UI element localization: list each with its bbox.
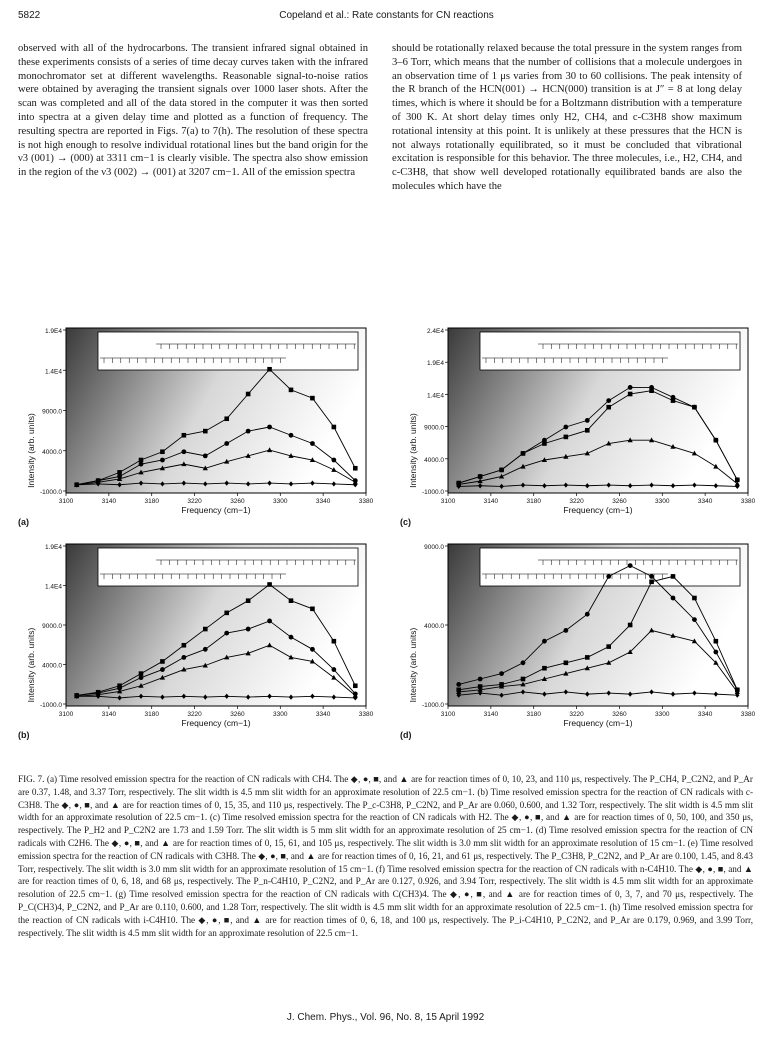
panel-b-y-tick-label: 9000.0 — [42, 623, 62, 630]
panel-c-x-tick-label: 3100 — [440, 498, 456, 505]
panel-c-x-axis-label: Frequency (cm−1) — [563, 505, 633, 515]
panel-a-y-axis-label: Intensity (arb. units) — [26, 413, 36, 488]
panel-a-series-square-point — [353, 466, 358, 471]
panel-d-series-circle-point — [521, 660, 526, 665]
panel-a-series-circle-point — [310, 441, 315, 446]
panel-c-series-square-point — [714, 438, 719, 443]
panel-b-series-square-point — [160, 659, 165, 664]
panel-c-series-circle-point — [628, 385, 633, 390]
panel-b-series-circle-point — [331, 667, 336, 672]
panel-d-series-circle-point — [499, 671, 504, 676]
panel-a-y-tick-label: 1.4E4 — [45, 368, 62, 376]
panel-d-y-tick-label: -1000.0 — [421, 702, 444, 709]
panel-a-x-tick-label: 3340 — [315, 498, 331, 505]
page-header — [18, 10, 755, 26]
panel-c-band-ruler — [480, 332, 740, 370]
panel-a-series-circle-point — [203, 453, 208, 458]
panel-a-series-circle-point — [289, 433, 294, 438]
panel-b-series-circle-point — [289, 635, 294, 640]
panel-c-series-square-point — [542, 441, 547, 446]
panel-d-series-square-point — [671, 574, 676, 579]
panel-b-y-tick-label: 1.4E4 — [45, 583, 62, 591]
panel-b-series-square-point — [224, 611, 229, 616]
panel-d-series-circle-point — [628, 563, 633, 568]
panel-c-series-square-point — [478, 474, 483, 479]
panel-d-x-tick-label: 3340 — [697, 711, 713, 718]
panel-a-x-tick-label: 3220 — [187, 498, 202, 505]
panel-b-series-circle-point — [267, 619, 272, 624]
panel-b-series-square-point — [203, 627, 208, 632]
panel-c-series-square-point — [499, 468, 504, 473]
panel-a-series-square-point — [182, 433, 187, 438]
panel-d-series-circle-point — [478, 677, 483, 682]
panel-b-series-square-point — [182, 643, 187, 648]
panel-b-series-square-point — [289, 598, 294, 603]
panel-c-y-tick-label: -1000.0 — [421, 489, 444, 496]
figure-caption: FIG. 7. (a) Time resolved emission spectra for the reaction of CN radicals with CH4. The ◆, ●, ■, and ▲ are for reaction times of 0, 10, 23, and 110 μs, respectively. The P_CH4, P_C2N2, and P_Ar are 0.37, 1.48, and 3.37 Torr, respectively. The slit width is 4.5 mm slit width for an approximate resolution of 22.5 cm−1. (b) Time resolved emission spectra for the reaction of CN radicals with c-C3H8. The ◆, ●, ■, and ▲ are for reaction times of 0, 15, 35, and 110 μs, respectively. The P_c-C3H8, P_C2N2, and P_Ar are 0.060, 0.600, and 1.32 Torr, respectively. The slit width is 4.5 mm slit width for an approximate resolution of 22.5 cm−1. (c) Time resolved emission spectra for the reaction of CN radicals with H2. The ◆, ●, ■, and ▲ are for reaction times of 0, 50, 100, and 350 μs, respectively. The P_H2 and P_C2N2 are 1.73 and 1.59 Torr. The slit width is 5 mm slit width for an approximate resolution of 25 cm−1. (d) Time resolved emission spectra for the reaction of CN radicals with C2H6. The ◆, ●, ■, and ▲ are for reaction times of 0, 15, 61, and 105 μs, respectively. The slit width is 3.0 mm slit width for an approximate resolution of 15 cm−1. (e) Time resolved emission spectra for the reaction of CN radicals with C3H8. The ◆, ●, ■, and ▲ are for reaction times of 0, 16, 21, and 61 μs, respectively. The P_C3H8, P_C2N2, and P_Ar are 0.100, 1.45, and 8.43 Torr, respectively. The slit width is 3.0 mm slit width for an approximate resolution of 15 cm−1. (f) Time resolved emission spectra for the reaction of CN radicals with n-C4H10. The ◆, ●, ■, and ▲ are for reaction times of 0, 6, 18, and 68 μs, respectively. The P_n-C4H10, P_C2N2, and P_Ar are 0.127, 0.926, and 3.94 Torr, respectively. The slit width is 4.5 mm slit width for an approximate resolution of 22.5 cm−1. (g) Time resolved emission spectra for the reaction of CN radicals with C(CH3)4. The ◆, ●, ■, and ▲ are for reaction times of 0, 3, 7, and 70 μs, respectively. The P_C(CH3)4, P_C2N2, and P_Ar are 0.110, 0.600, and 1.28 Torr, respectively. The slit width is 4.5 mm slit width for an approximate resolution of 22.5 cm−1. (h) Time resolved emission spectra for the reaction of CN radicals with i-C4H10. The ◆, ●, ■, and ▲ are for reaction times of 0, 6, 18, and 100 μs, respectively. The P_i-C4H10, P_C2N2, and P_Ar are 0.179, 0.969, and 3.99 Torr, respectively. The slit width is 4.5 mm slit width for an approximate resolution of 22.5 cm−1. — [18, 774, 753, 938]
panel-b-series-square-point — [332, 639, 337, 644]
panel-a-series-square-point — [203, 429, 208, 434]
panel-a-x-axis-label: Frequency (cm−1) — [181, 505, 251, 515]
panel-a-y-tick-label: 1.9E4 — [45, 328, 62, 335]
body-text-left: observed with all of the hydrocarbons. The transient infrared signal obtained in these experiments consists of a series of time decay curves taken with the infrared monochromator set at different wavelengths. Reasonable signal-to-noise ratios were obtained by averaging the transient signals over 1000 laser shots. After the scan was completed and all of the data stored in the computer it was then sorted into spectra at a given delay time and plotted as a function of frequency. The resulting spectra are reported in Figs. 7(a) to 7(h). The resolution of these spectra is not high enough to resolve individual rotational lines but the band origin for the ν3 (001) → (000) at 3311 cm−1 is clearly visible. The spectra also show emission in the region of the ν3 (002) → (001) at 3207 cm−1. All of the emission spectra — [18, 43, 368, 179]
panel-b-series-circle-point — [310, 647, 315, 652]
panel-d-series-square-point — [542, 666, 547, 671]
panel-d-series-square-point — [649, 580, 654, 585]
panel-c-series-square-point — [606, 405, 611, 410]
panel-b-series-square-point — [310, 607, 315, 612]
panel-d-series-circle-point — [585, 612, 590, 617]
panel-a-series-circle-point — [331, 458, 336, 463]
panel-a-x-tick-label: 3300 — [273, 498, 288, 505]
panel-d-series-circle-point — [456, 682, 461, 687]
panel-b-series-circle-point — [160, 667, 165, 672]
panel-c-x-tick-label: 3180 — [526, 498, 541, 505]
panel-c-x-tick-label: 3340 — [697, 498, 713, 505]
panel-b-series-circle-point — [224, 631, 229, 636]
panel-c-x-tick-label: 3220 — [569, 498, 584, 505]
panel-d-series-square-point — [628, 623, 633, 628]
panel-a-x-tick-label: 3100 — [58, 498, 74, 505]
panel-b-series-circle-point — [139, 675, 144, 680]
panel-b-band-ruler — [98, 548, 358, 586]
panel-d-series-square-point — [521, 677, 526, 682]
panel-a-series-square-point — [117, 470, 122, 475]
panel-d-x-tick-label: 3180 — [526, 711, 541, 718]
panel-b-series-square-point — [353, 683, 358, 688]
panel-d-series-circle-point — [606, 574, 611, 579]
panel-d-x-tick-label: 3380 — [740, 711, 756, 718]
panel-c-x-tick-label: 3260 — [612, 498, 627, 505]
panel-a-series-circle-point — [267, 425, 272, 430]
figure-7 — [18, 320, 756, 750]
panel-b-x-tick-label: 3220 — [187, 711, 202, 718]
panel-d-x-tick-label: 3300 — [655, 711, 670, 718]
panel-d-series-circle-point — [542, 639, 547, 644]
panel-d-series-circle-point — [671, 596, 676, 601]
panel-c-series-square-point — [628, 392, 633, 397]
panel-d-x-tick-label: 3140 — [483, 711, 499, 718]
panel-b-y-tick-label: -1000.0 — [39, 702, 62, 709]
panel-a-series-circle-point — [160, 458, 165, 463]
figure-7-plots — [18, 320, 756, 750]
panel-label-b: (b) — [18, 730, 30, 740]
body-text-right: should be rotationally relaxed because the total pressure in the system ranges from 3–6 Torr, which means that the number of collisions that a molecule undergoes in an observation time of 1 μs varies from 30 to 60 collisions. The peak intensity of the R branch of the HCN(001) → HCN(000) transition is at J″ = 8 at long delay times, which is where it should be for a Boltzmann distribution with a temperature of 300 K. At short delay times only H2, CH4, and c-C3H8 show maximum rotational intensity at this point. It is unlikely at these pressures that the HCN is not always rotationally equilibrated, so it must be concluded that vibrational excitation is responsible for this behavior. The three molecules, i.e., H2, CH4, and c-C3H8, that show well developed rotationally equilibrated bands are also the molecules which have the — [392, 43, 742, 192]
panel-d-series-square-point — [692, 596, 697, 601]
panel-c-series-square-point — [521, 451, 526, 456]
panel-c-y-tick-label: 1.4E4 — [427, 392, 444, 400]
panel-a-x-tick-label: 3260 — [230, 498, 245, 505]
panel-d-series-circle-point — [713, 650, 718, 655]
panel-a-series-square-point — [160, 449, 165, 454]
panel-b-x-tick-label: 3180 — [144, 711, 159, 718]
panel-b-series-square-point — [267, 582, 272, 587]
panel-d-series-circle-point — [649, 574, 654, 579]
panel-a-series-square-point — [246, 392, 251, 397]
panel-a-series-circle-point — [181, 449, 186, 454]
panel-d-x-tick-label: 3260 — [612, 711, 627, 718]
panel-d-series-square-point — [606, 644, 611, 649]
panel-c-series-square-point — [692, 405, 697, 410]
page-number: 5822 — [18, 10, 41, 21]
panel-a-y-tick-label: -1000.0 — [39, 489, 62, 496]
panel-d-y-tick-label: 9000.0 — [424, 544, 444, 551]
panel-c-x-tick-label: 3140 — [483, 498, 499, 505]
panel-a-y-tick-label: 4000.0 — [42, 448, 62, 456]
panel-a-band-ruler — [98, 332, 358, 370]
panel-d-series-square-point — [585, 655, 590, 660]
panel-b-y-axis-label: Intensity (arb. units) — [26, 627, 36, 703]
panel-a-series-square-point — [289, 388, 294, 393]
panel-c-x-tick-label: 3300 — [655, 498, 670, 505]
panel-a-series-square-point — [332, 425, 337, 430]
panel-label-a: (a) — [18, 517, 29, 527]
panel-c-y-axis-label: Intensity (arb. units) — [408, 413, 418, 488]
panel-c-series-square-point — [564, 435, 569, 440]
panel-a-y-tick-label: 9000.0 — [42, 408, 62, 416]
journal-footer: J. Chem. Phys., Vol. 96, No. 8, 15 April 1992 — [286, 1012, 485, 1023]
panel-b-x-tick-label: 3260 — [230, 711, 245, 718]
panel-a-series-square-point — [267, 367, 272, 372]
panel-c-y-tick-label: 2.4E4 — [427, 328, 444, 335]
panel-d-series-circle-point — [692, 617, 697, 622]
panel-b-x-axis-label: Frequency (cm−1) — [181, 718, 251, 728]
panel-c-series-square-point — [671, 398, 676, 403]
panel-c-series-circle-point — [606, 398, 611, 403]
panel-d-x-tick-label: 3100 — [440, 711, 456, 718]
panel-a-series-circle-point — [139, 462, 144, 467]
panel-b-y-tick-label: 4000.0 — [42, 662, 62, 670]
panel-d-series-circle-point — [563, 628, 568, 633]
panel-c-series-square-point — [585, 428, 590, 433]
panel-b-series-square-point — [139, 671, 144, 676]
panel-c-y-tick-label: 1.9E4 — [427, 360, 444, 368]
panel-b-series-circle-point — [246, 627, 251, 632]
panel-a-x-tick-label: 3380 — [358, 498, 374, 505]
panel-c-series-circle-point — [585, 418, 590, 423]
panel-label-c: (c) — [400, 517, 411, 527]
panel-a-series-circle-point — [246, 429, 251, 434]
panel-b-x-tick-label: 3140 — [101, 711, 117, 718]
panel-d-y-tick-label: 4000.0 — [424, 623, 444, 630]
panel-d-x-axis-label: Frequency (cm−1) — [563, 718, 633, 728]
panel-b-series-circle-point — [203, 647, 208, 652]
panel-b-y-tick-label: 1.9E4 — [45, 544, 62, 551]
panel-c-y-tick-label: 4000.0 — [424, 456, 444, 464]
panel-a-series-circle-point — [224, 441, 229, 446]
panel-d-x-tick-label: 3220 — [569, 711, 584, 718]
panel-b-x-tick-label: 3340 — [315, 711, 331, 718]
panel-d-y-axis-label: Intensity (arb. units) — [408, 627, 418, 703]
panel-c-series-square-point — [649, 388, 654, 393]
panel-b-series-square-point — [117, 683, 122, 688]
panel-a-x-tick-label: 3140 — [101, 498, 117, 505]
panel-b-series-circle-point — [181, 655, 186, 660]
panel-d-band-ruler — [480, 548, 740, 586]
panel-b-x-tick-label: 3100 — [58, 711, 74, 718]
panel-a-series-square-point — [139, 458, 144, 463]
panel-b-x-tick-label: 3300 — [273, 711, 288, 718]
panel-c-y-tick-label: 9000.0 — [424, 424, 444, 432]
panel-a-series-square-point — [224, 416, 229, 421]
panel-a-x-tick-label: 3180 — [144, 498, 159, 505]
panel-b-series-square-point — [246, 598, 251, 603]
panel-a-series-square-point — [310, 396, 315, 401]
panel-d-series-square-point — [714, 639, 719, 644]
panel-label-d: (d) — [400, 730, 412, 740]
panel-d-series-square-point — [564, 661, 569, 666]
panel-c-x-tick-label: 3380 — [740, 498, 756, 505]
panel-b-x-tick-label: 3380 — [358, 711, 374, 718]
running-title: Copeland et al.: Rate constants for CN reactions — [279, 10, 494, 21]
panel-c-series-circle-point — [563, 425, 568, 430]
